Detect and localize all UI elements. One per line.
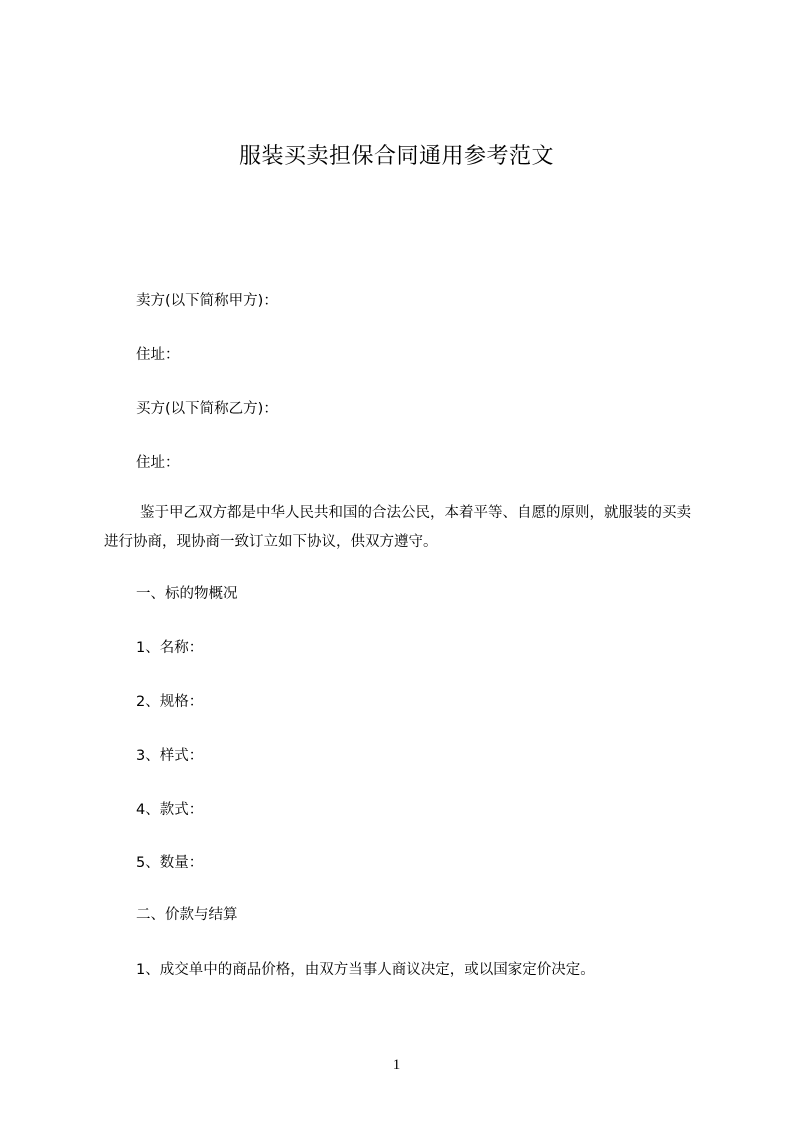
section1-item-style: 3、样式： [136,748,204,764]
page-number: 1 [392,1057,401,1073]
preamble-paragraph: 鉴于甲乙双方都是中华人民共和国的合法公民，本着平等、自愿的原则，就服装的买卖进行协商，现协商一致订立如下协议，供双方遵守。 [104,505,691,550]
section-heading-2: 二、价款与结算 [136,907,238,923]
section1-item-model: 4、款式： [136,802,204,818]
section-heading-1: 一、标的物概况 [136,586,238,602]
section1-item-spec: 2、规格： [136,694,204,710]
section1-item-quantity: 5、数量： [136,855,204,871]
seller-address-line: 住址： [136,347,180,363]
section1-item-name: 1、名称： [136,640,204,656]
seller-line: 卖方(以下简称甲方)： [136,293,278,309]
buyer-line: 买方(以下简称乙方)： [136,401,278,417]
document-title: 服装买卖担保合同通用参考范文 [238,144,554,169]
section2-item-1: 1、成交单中的商品价格，由双方当事人商议决定，或以国家定价决定。 [136,962,595,978]
buyer-address-line: 住址： [136,455,180,471]
